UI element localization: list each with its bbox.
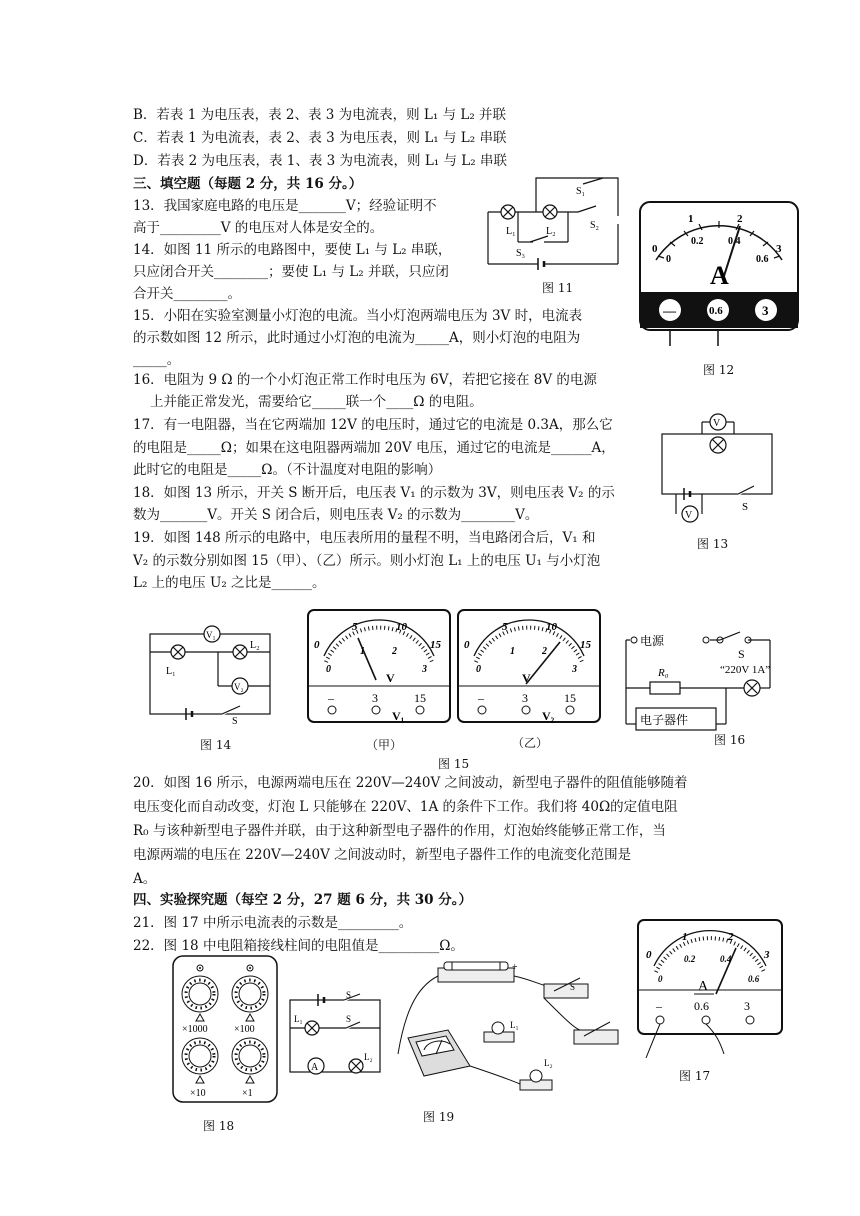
q14-line3: 合开关________。	[133, 286, 241, 302]
figure-15-voltmeters	[306, 608, 606, 726]
fig12-bot-1: 0.2	[691, 236, 704, 247]
q14-line2: 只应闭合开关________；要使 L₁ 与 L₂ 并联，只应闭	[133, 264, 449, 280]
fig14-l2: L₂	[250, 640, 260, 651]
fig17-bot-1: 0.2	[684, 954, 696, 964]
fig19-bulb-l2: L₂	[544, 1058, 553, 1068]
q22: 22．图 18 中电阻箱接线柱间的电阻值是_________Ω。	[133, 938, 464, 954]
fig18-x1000: ×1000	[182, 1024, 208, 1035]
fig19-a: A	[311, 1062, 319, 1073]
section-3-heading: 三、填空题（每题 2 分，共 16 分。）	[133, 176, 363, 192]
v1-bot-2: 2	[392, 646, 397, 657]
fig19-plus: +	[512, 962, 518, 973]
fig18-x100: ×100	[234, 1024, 255, 1035]
q20-line2: 电压变化而自动改变，灯泡 L 只能够在 220V、1A 的条件下工作。我们将 40Ω的定值电阻	[133, 799, 678, 815]
fig15a-caption: （甲）	[366, 738, 403, 752]
fig11-s2: S₂	[590, 220, 600, 231]
fig17-term-minus: –	[656, 999, 662, 1013]
fig15b-caption: （乙）	[512, 736, 549, 750]
v2-unit: V	[522, 671, 531, 685]
figure-14-circuit	[140, 618, 290, 724]
v2-bot-3: 3	[572, 664, 577, 675]
figure-13-circuit	[658, 410, 778, 530]
q17-line1: 17．有一电阻器，当在它两端加 12V 的电压时，通过它的电流是 0.3A，那么它	[133, 417, 613, 433]
q15-line3: _____。	[133, 352, 181, 368]
voltmeter-jia	[308, 610, 450, 723]
fig17-bot-3: 0.6	[748, 974, 760, 984]
q17-line2: 的电阻是_____Ω；如果在这电阻器两端加 20V 电压，通过它的电流是______A，	[133, 440, 615, 456]
v1-top-10: 10	[396, 621, 407, 633]
q19-line2: V₂ 的示数分别如图 15（甲）、（乙）所示。则小灯泡 L₁ 上的电压 U₁ 与小灯泡	[133, 553, 601, 569]
fig12-term-06: 0.6	[709, 305, 723, 317]
fig12-top-3: 3	[776, 243, 782, 255]
q16-line1: 16．电阻为 9 Ω 的一个小灯泡正常工作时电压为 6V，若把它接在 8V 的电源	[133, 372, 597, 388]
q13-line2: 高于_________V 的电压对人体是安全的。	[133, 220, 384, 236]
v1-bot-0: 0	[326, 664, 331, 675]
v2-top-15: 15	[580, 639, 591, 651]
fig12-caption: 图 12	[703, 363, 735, 377]
option-c: C．若表 1 为电流表，表 2、表 3 为电压表，则 L₁ 与 L₂ 串联	[133, 130, 507, 146]
fig15-caption: 图 15	[438, 757, 470, 771]
fig14-l1: L₁	[166, 666, 176, 677]
fig12-top-2: 2	[737, 213, 743, 225]
q14-line1: 14．如图 11 所示的电路图中，要使 L₁ 与 L₂ 串联，	[133, 242, 452, 258]
v2-bot-0: 0	[476, 664, 481, 675]
fig14-v2: V₂	[234, 682, 244, 692]
fig11-s1: S₁	[576, 186, 586, 197]
q21: 21．图 17 中所示电流表的示数是_________。	[133, 915, 413, 931]
fig11-caption: 图 11	[542, 281, 574, 295]
fig19-caption: 图 19	[423, 1110, 455, 1124]
q17-line3: 此时它的电阻是_____Ω。（不计温度对电阻的影响）	[133, 462, 442, 478]
figure-19-apparatus	[394, 958, 634, 1098]
v2-top-0: 0	[464, 639, 470, 651]
fig14-caption: 图 14	[200, 738, 232, 752]
v1-top-15: 15	[430, 639, 441, 651]
v1-name: V₁	[392, 709, 405, 723]
fig19-l1: L₁	[294, 1014, 303, 1024]
fig12-top-1: 1	[688, 213, 694, 225]
fig17-top-3: 3	[764, 949, 770, 961]
v2-top-10: 10	[546, 621, 557, 633]
figure-19-circuit-diagram	[286, 988, 386, 1080]
fig17-caption: 图 17	[679, 1069, 711, 1083]
q19-line3: L₂ 上的电压 U₂ 之比是______。	[133, 575, 326, 591]
fig17-term-06: 0.6	[694, 999, 709, 1013]
fig19-bulb-l1: L₁	[510, 1020, 519, 1030]
q20-line3: R₀ 与该种新型电子器件并联，由于这种新型电子器件的作用，灯泡始终能够正常工作，当	[133, 823, 666, 839]
section-4-heading: 四、实验探究题（每空 2 分，27 题 6 分，共 30 分。）	[133, 892, 473, 908]
fig16-power-label: 电源	[640, 634, 665, 648]
v2-term-3: 3	[522, 691, 528, 705]
fig17-top-1: 1	[682, 931, 688, 943]
v1-bot-3: 3	[422, 664, 427, 675]
fig16-device: 电子器件	[640, 713, 689, 727]
q16-line2: 上并能正常发光，需要给它_____联一个____Ω 的电阻。	[150, 394, 483, 410]
fig14-s: S	[232, 716, 238, 724]
q20-line4: 电源两端的电压在 220V—240V 之间波动时，新型电子器件工作的电流变化范围是	[133, 847, 632, 863]
q20-line1: 20．如图 16 所示，电源两端电压在 220V—240V 之间波动，新型电子器件的阻值能够随着	[133, 775, 688, 791]
q15-line2: 的示数如图 12 所示，此时通过小灯泡的电流为_____A，则小灯泡的电阻为	[133, 330, 581, 346]
option-b: B．若表 1 为电压表，表 2、表 3 为电流表，则 L₁ 与 L₂ 并联	[133, 107, 507, 123]
fig11-l2: L₂	[546, 226, 556, 237]
q18-line1: 18．如图 13 所示，开关 S 断开后，电压表 V₁ 的示数为 3V，则电压表 V₂ 的示	[133, 485, 615, 501]
fig16-caption: 图 16	[714, 733, 746, 747]
fig12-term-minus: —	[663, 303, 676, 318]
fig18-x10: ×10	[190, 1088, 206, 1099]
fig19-s-top: S	[346, 990, 352, 1000]
fig18-caption: 图 18	[203, 1119, 235, 1133]
q20-line5: A。	[133, 871, 157, 887]
fig18-x1: ×1	[242, 1088, 253, 1099]
fig12-bot-3: 0.6	[756, 254, 769, 265]
q15-line1: 15．小阳在实验室测量小灯泡的电流。当小灯泡两端电压为 3V 时，电流表	[133, 308, 583, 324]
v2-term-minus: –	[478, 691, 484, 705]
figure-11-circuit	[478, 176, 628, 276]
fig17-top-2: 2	[728, 931, 734, 943]
v1-top-0: 0	[314, 639, 320, 651]
q18-line2: 数为_______V。开关 S 闭合后，则电压表 V₂ 的示数为________V。	[133, 507, 539, 523]
figure-17-ammeter	[636, 918, 786, 1058]
fig16-rating: “220V 1A”	[720, 664, 771, 676]
fig12-top-0: 0	[652, 243, 658, 255]
fig17-unit: A	[698, 979, 709, 994]
fig19-switch-s: S	[570, 982, 576, 992]
fig13-caption: 图 13	[697, 537, 729, 551]
v1-term-15: 15	[414, 691, 426, 705]
fig13-v2-label: V	[713, 418, 721, 429]
v1-bot-1: 1	[360, 646, 365, 657]
fig12-term-3: 3	[762, 303, 769, 318]
q13-line1: 13．我国家庭电路的电压是_______V；经验证明不	[133, 198, 437, 214]
v2-name: V₂	[542, 709, 555, 723]
fig17-top-0: 0	[646, 949, 652, 961]
v1-unit: V	[386, 671, 395, 685]
voltmeter-yi	[458, 610, 600, 723]
fig14-v1: V₁	[206, 630, 216, 640]
fig11-s3: S₃	[516, 248, 526, 259]
fig19-s-mid: S	[346, 1014, 352, 1024]
v2-bot-2: 2	[542, 646, 547, 657]
v1-term-3: 3	[372, 691, 378, 705]
fig13-s-label: S	[742, 501, 749, 513]
fig12-bot-2: 0.4	[728, 236, 741, 247]
fig13-v1-label: V	[685, 510, 693, 521]
v1-term-minus: –	[328, 691, 334, 705]
figure-16-circuit	[620, 628, 780, 732]
fig17-term-3: 3	[744, 999, 750, 1013]
v2-bot-1: 1	[510, 646, 515, 657]
fig11-l1: L₁	[506, 226, 516, 237]
figure-18-resistance-box	[170, 954, 280, 1106]
fig12-bot-0: 0	[666, 254, 671, 265]
fig12-unit: A	[710, 261, 729, 290]
fig16-s-label: S	[738, 647, 745, 661]
fig19-l2: L₂	[364, 1052, 373, 1062]
fig17-bot-0: 0	[658, 974, 663, 984]
q19-line1: 19．如图 148 所示的电路中，电压表所用的量程不明，当电路闭合后，V₁ 和	[133, 530, 596, 546]
v2-term-15: 15	[564, 691, 576, 705]
fig17-bot-2: 0.4	[720, 954, 732, 964]
figure-12-ammeter	[636, 196, 804, 346]
fig16-r0: R₀	[658, 667, 669, 679]
option-d: D．若表 2 为电压表，表 1、表 3 为电流表，则 L₁ 与 L₂ 串联	[133, 153, 507, 169]
v1-top-5: 5	[352, 621, 358, 633]
v2-top-5: 5	[502, 621, 508, 633]
